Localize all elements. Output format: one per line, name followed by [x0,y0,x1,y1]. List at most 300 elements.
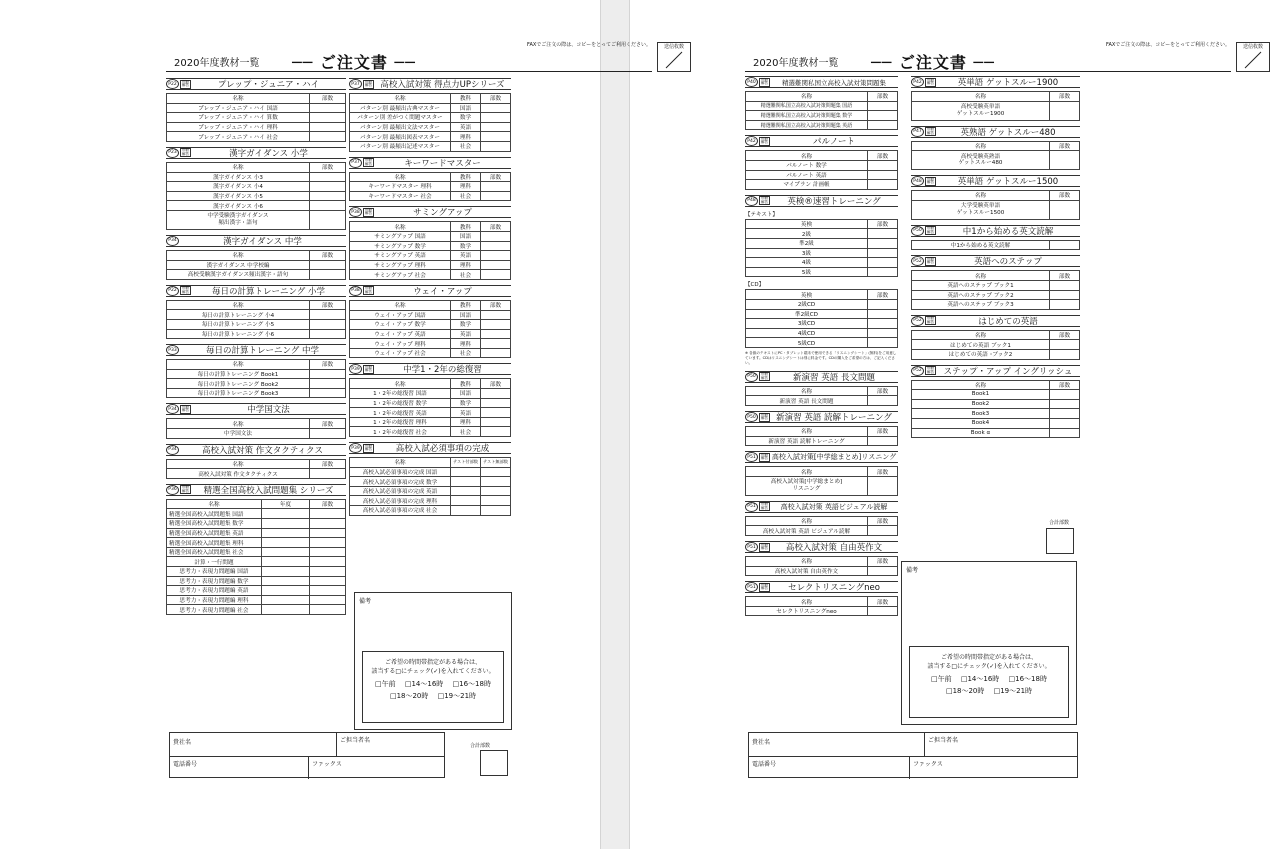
table-cell[interactable] [1050,340,1080,350]
table-cell[interactable] [481,339,511,349]
table-cell[interactable] [262,509,310,519]
table-cell[interactable] [868,248,898,258]
edition-badge-icon: 別冊 解答 [182,286,189,294]
table-cell: 社会 [451,270,481,280]
table-row [167,605,346,615]
table-cell: 国語 [451,389,481,399]
table-cell[interactable] [262,547,310,557]
column-header: 部数 [310,499,346,509]
sheet-header [745,52,1231,72]
table-cell[interactable] [868,476,898,495]
section-header [166,285,346,297]
table-cell[interactable] [310,586,346,596]
table-cell: セレクトリスニングneo [746,606,868,616]
section-header [745,541,898,553]
table-cell: キーワードマスター 社会 [350,191,451,201]
column-header: 名称 [746,386,868,396]
section-jiyu [745,541,898,576]
sent-count-box[interactable] [657,42,691,72]
table-cell: ウェイ・アップ 理科 [350,339,451,349]
left-column [745,76,898,621]
table-cell[interactable] [868,101,898,111]
table-row [912,300,1080,310]
column-header: 部数 [1050,92,1080,102]
time-checkboxes-row1[interactable]: □午前 □14～16時 □16～18時 [375,680,491,688]
table-row [912,409,1080,419]
table-row [912,240,1080,250]
edition-badge-icon: 別冊 解答 [927,226,934,234]
section-hajime [911,315,1080,360]
table-cell[interactable] [868,111,898,121]
page-ref: P50 [745,372,758,382]
table-cell[interactable] [310,319,346,329]
section-title: 高校入試対策 得点力UPシリーズ [380,80,505,90]
section-get480 [911,126,1080,171]
table-row [167,172,346,182]
table-cell[interactable] [451,467,481,477]
person-field: ご担当者名 [340,737,371,744]
section-header [911,126,1080,138]
table-cell[interactable] [1050,418,1080,428]
column-header: 名称 [746,151,868,161]
order-form-title: ── ご注文書 ── [871,53,995,72]
table-cell: 社会 [451,427,481,437]
column-header: 名称 [167,360,310,370]
table-cell: はじめての英語 ･ブック2 [912,349,1050,359]
remarks-box[interactable]: 備考 ご希望の時間帯指定がある場合は、 該当する□にチェック(✓)を入れてください。 □午前 □14～16時 □16～18時 □18～20時 □19～21時 [901,561,1077,725]
section-calc-jh [166,344,346,398]
table-cell[interactable] [1050,349,1080,359]
table-row [746,566,898,576]
table-row [167,586,346,596]
table-cell[interactable] [868,299,898,309]
table-cell[interactable] [310,605,346,615]
section-listening [745,451,898,496]
section-nankan [745,76,898,130]
table-cell[interactable] [262,567,310,577]
table-row [912,399,1080,409]
table-cell[interactable] [868,606,898,616]
table-cell[interactable] [868,258,898,268]
order-sheet-1 [163,40,691,778]
table-cell: Book1 [912,390,1050,400]
table-cell[interactable] [262,595,310,605]
section-calc-elem [166,285,346,339]
table-row [350,182,511,192]
column-header: 名称 [350,94,451,104]
table-cell: 国語 [451,103,481,113]
section-title: 英単語 ゲットスルー1900 [957,78,1059,88]
slash-icon [1243,51,1263,69]
table-cell: 高校受験漢字ガイダンス頻出漢字・語句 [167,270,310,280]
table-cell[interactable] [1050,290,1080,300]
column-header: 部数 [1050,141,1080,151]
section-header [349,363,511,375]
table-cell[interactable] [481,103,511,113]
remarks-box[interactable]: 備考 ご希望の時間帯指定がある場合は、 該当する□にチェック(✓)を入れてください。 □午前 □14～16時 □16～18時 □18～20時 □19～21時 [354,592,512,730]
table-cell: 中学受験漢字ガイダンス 頻出漢字・語句 [167,210,310,229]
table-cell[interactable] [262,605,310,615]
table-row [350,427,511,437]
section-title: 英単語 ゲットスルー1500 [957,177,1059,188]
edition-badge-icon: 別冊 解答 [927,366,934,374]
table-row [167,319,346,329]
table-cell[interactable] [310,469,346,479]
page-ref: P51 [745,582,758,592]
table-row [167,113,346,123]
table-row [167,469,346,479]
table-row [167,379,346,389]
table-cell[interactable] [868,436,898,446]
table-row [350,477,511,487]
table-row [350,141,511,151]
table-cell: 英語へのステップ ブック3 [912,300,1050,310]
table-cell[interactable] [310,528,346,538]
table-row [350,348,511,358]
table-cell: 毎日の計算トレーニング 小6 [167,329,310,339]
table-cell[interactable] [868,160,898,170]
table-cell[interactable] [868,120,898,130]
table-cell: 思考力・表現力問題編 国語 [167,567,262,577]
table-row [746,476,898,495]
section-header [911,315,1080,327]
page-ref: P42 [911,77,924,87]
table-row [746,606,898,616]
table-cell[interactable] [262,538,310,548]
left-column [166,78,346,620]
table-row [167,519,346,529]
table-cell: 高校入試必須事項の完成 理科 [350,496,451,506]
table-row [167,329,346,339]
table-row [167,270,346,280]
column-header: 部数 [868,467,898,477]
section-header [166,444,346,456]
table-row [167,509,346,519]
sent-count-label: 送信枚数 [663,44,684,50]
section-prep [166,78,346,142]
section-title: 高校入試必須事項の完成 [395,444,490,455]
table-row [912,151,1080,170]
column-header: 名称 [167,459,310,469]
section-title: 中学国文法 [247,405,290,416]
customer-info-box[interactable] [169,732,445,778]
table-cell[interactable] [310,122,346,132]
table-row [350,260,511,270]
table-cell: 数学 [451,113,481,123]
table-cell[interactable] [1050,409,1080,419]
section-header [349,285,511,297]
table-cell[interactable] [310,429,346,439]
section-header [745,135,898,147]
table-cell: 高校入試必須事項の完成 国語 [350,467,451,477]
column-header: 部数 [868,386,898,396]
column-header: 名称 [167,250,310,260]
section-title: 新演習 英語 長文問題 [793,372,875,383]
table-cell[interactable] [481,496,511,506]
table-row [746,309,898,319]
table-cell[interactable] [310,329,346,339]
table-cell: 理科 [451,339,481,349]
table-cell: 思考力・表現力問題編 数学 [167,576,262,586]
table-cell: パターン別 最頻出古典マスター [350,103,451,113]
table-cell[interactable] [310,379,346,389]
column-header: 教科 [451,300,481,310]
table-cell[interactable] [310,519,346,529]
table-row [746,238,898,248]
table-cell: 3級CD [746,319,868,329]
table-cell: パルノート 数学 [746,160,868,170]
section-title: セレクトリスニングneo [788,583,880,594]
table-row [350,486,511,496]
table-cell[interactable] [868,328,898,338]
table-cell: 4級CD [746,328,868,338]
table-row [167,528,346,538]
page-ref: P50 [745,412,758,422]
table-cell[interactable] [481,113,511,123]
column-header: 部数 [310,250,346,260]
table-cell[interactable] [310,113,346,123]
table-cell: 毎日の計算トレーニング Book3 [167,388,310,398]
table-row [350,329,511,339]
tel-field: 電話番号 [752,761,777,768]
table-cell: 5級CD [746,338,868,348]
table-cell[interactable] [481,182,511,192]
column-header: 部数 [481,300,511,310]
page-ref: P39 [349,364,362,374]
table-cell[interactable] [1050,280,1080,290]
table-cell: 国語 [451,231,481,241]
page-ref: P48 [745,196,758,206]
table-cell: 新演習 英語 読解トレーニング [746,436,868,446]
table-cell[interactable] [310,388,346,398]
table-cell[interactable] [481,191,511,201]
table-cell[interactable] [481,132,511,142]
section-header [911,255,1080,267]
table-cell[interactable] [1050,428,1080,438]
table-cell[interactable] [310,201,346,211]
table-cell[interactable] [310,132,346,142]
sent-count-box[interactable] [1236,42,1270,72]
column-header: 教科 [451,222,481,232]
table-cell[interactable] [481,260,511,270]
table-cell[interactable] [481,270,511,280]
customer-info-box[interactable] [748,732,1078,778]
table-cell[interactable] [481,477,511,487]
table-cell[interactable] [310,595,346,605]
table-cell: サミングアップ 国語 [350,231,451,241]
table-cell[interactable] [310,369,346,379]
table-cell[interactable] [868,309,898,319]
table-cell[interactable] [262,557,310,567]
table-cell[interactable] [310,547,346,557]
table-cell[interactable] [310,172,346,182]
table-row [167,595,346,605]
edition-badge-icon: 別冊 解答 [365,79,372,87]
table-cell[interactable] [310,182,346,192]
table-cell[interactable] [868,338,898,348]
section-title: 高校入試対策[中学総まとめ]リスニング [771,453,897,462]
table-cell[interactable] [481,329,511,339]
table-cell[interactable] [310,260,346,270]
table-cell[interactable] [1050,399,1080,409]
table-cell: ウェイ・アップ 英語 [350,329,451,339]
table-cell: Book3 [912,409,1050,419]
table-cell[interactable] [481,467,511,477]
table-cell[interactable] [451,496,481,506]
table-cell[interactable] [481,122,511,132]
page-ref: P52 [911,366,924,376]
section-header [911,365,1080,377]
eiken-note: ※ 各級のテキストにPC・タブレット端末で使用できる「リスニングシート」(無料)をご用意しています。CDはリスニングシートは別に料金です。CDの購入をご希望の方は、ご記入ください。 [745,350,897,365]
table-cell[interactable] [1050,300,1080,310]
table-cell[interactable] [451,477,481,487]
table-cell: 漢字ガイダンス 小4 [167,182,310,192]
table-cell[interactable] [310,509,346,519]
table-cell[interactable] [868,170,898,180]
table-cell[interactable] [481,417,511,427]
table-cell: ウェイ・アップ 数学 [350,320,451,330]
page-ref: P50 [911,226,924,236]
table-cell[interactable] [868,396,898,406]
table-cell[interactable] [1050,240,1080,250]
table-cell[interactable] [481,141,511,151]
total-label: 合計部数 [1048,520,1069,526]
sent-count-label: 送信枚数 [1242,44,1263,50]
table-cell[interactable] [868,238,898,248]
person-field: ご担当者名 [928,737,959,744]
page-ref: P38 [349,207,362,217]
column-header: 部数 [868,151,898,161]
section-sakubun [166,444,346,479]
table-cell[interactable] [868,229,898,239]
table-cell: 精選全国高校入試問題集 国語 [167,509,262,519]
total-box[interactable] [480,750,508,776]
table-cell[interactable] [868,566,898,576]
column-header: 名称 [746,92,868,102]
right-column [349,78,511,521]
table-cell[interactable] [310,103,346,113]
table-cell[interactable] [868,267,898,277]
table-cell: 4級 [746,258,868,268]
edition-badge-icon: 別冊 解答 [182,485,189,493]
table-cell[interactable] [481,408,511,418]
section-seisen [166,484,346,615]
table-cell[interactable] [310,557,346,567]
page-ref: P39 [349,443,362,453]
table-cell[interactable] [481,398,511,408]
table-cell[interactable] [868,180,898,190]
table-cell[interactable] [1050,101,1080,120]
table-cell[interactable] [1050,390,1080,400]
table-cell[interactable] [262,576,310,586]
table-row [746,170,898,180]
section-title: キーワードマスター [404,158,481,169]
table-cell[interactable] [481,389,511,399]
table-cell[interactable] [481,348,511,358]
table-cell: 数学 [451,398,481,408]
table-cell[interactable] [481,251,511,261]
table-cell[interactable] [310,310,346,320]
time-checkboxes-row2[interactable]: □18～20時 □19～21時 [945,687,1033,695]
column-header: 名称 [167,419,310,429]
table-cell[interactable] [451,486,481,496]
section-stepup [911,365,1080,439]
table-cell[interactable] [310,567,346,577]
table-cell[interactable] [481,241,511,251]
table-row [350,251,511,261]
table-cell: 高校入試必須事項の完成 数学 [350,477,451,487]
table-cell[interactable] [868,526,898,536]
table-cell: ウェイ・アップ 国語 [350,310,451,320]
table-cell: 高校入試対策 自由英作文 [746,566,868,576]
section-header [166,147,346,159]
column-header: 名称 [746,557,868,567]
table-row [746,111,898,121]
table-row [746,267,898,277]
edition-badge-icon: 別冊 解答 [761,77,768,85]
table-cell: 英語 [451,251,481,261]
table-cell[interactable] [310,538,346,548]
edition-badge-icon: 別冊 解答 [927,176,934,185]
table-row [912,418,1080,428]
table-cell[interactable] [481,427,511,437]
table-cell[interactable] [451,506,481,516]
time-checkboxes-row1[interactable]: □午前 □14～16時 □16～18時 [931,675,1047,683]
column-header: 名称 [912,92,1050,102]
column-header: 名称 [912,191,1050,201]
table-cell[interactable] [1050,200,1080,219]
table-cell[interactable] [868,319,898,329]
column-header: 部数 [868,557,898,567]
table-row [167,210,346,229]
table-row [350,103,511,113]
column-header: 名称 [167,499,262,509]
table-row [746,248,898,258]
table-cell[interactable] [310,191,346,201]
table-cell[interactable] [262,586,310,596]
page-ref: P47 [911,127,924,137]
table-cell: 高校入試対策[中学総まとめ] リスニング [746,476,868,495]
fax-note: FAXでご注文の際は、コピーをとってご利用ください。 [527,42,651,48]
column-header: 部数 [481,172,511,182]
table-cell[interactable] [310,210,346,229]
table-cell: パターン別 最頻出文法マスター [350,122,451,132]
table-cell: 高校入試対策 英語 ビジュアル読解 [746,526,868,536]
table-cell[interactable] [481,486,511,496]
time-checkboxes-row2[interactable]: □18～20時 □19～21時 [389,692,477,700]
edition-badge-icon: 別冊 解答 [761,452,768,461]
table-cell[interactable] [481,310,511,320]
table-cell: 精選難関私国立高校入試対策問題集 英語 [746,120,868,130]
table-cell[interactable] [481,231,511,241]
total-box[interactable] [1046,528,1074,554]
page-ref: P22 [166,286,179,296]
table-cell[interactable] [310,576,346,586]
table-cell[interactable] [481,320,511,330]
table-row [746,396,898,406]
column-header: 名称 [350,222,451,232]
table-row [167,547,346,557]
table-cell[interactable] [262,528,310,538]
column-header: 部数 [481,94,511,104]
table-cell[interactable] [310,270,346,280]
table-cell[interactable] [1050,151,1080,170]
time-preference-box: ご希望の時間帯指定がある場合は、 該当する□にチェック(✓)を入れてください。 □午前 □14～16時 □16～18時 □18～20時 □19～21時 [909,646,1069,718]
table-cell[interactable] [262,519,310,529]
table-cell[interactable] [481,506,511,516]
table-row [167,191,346,201]
section-title: 精選全国高校入試問題集 シリーズ [203,485,334,496]
